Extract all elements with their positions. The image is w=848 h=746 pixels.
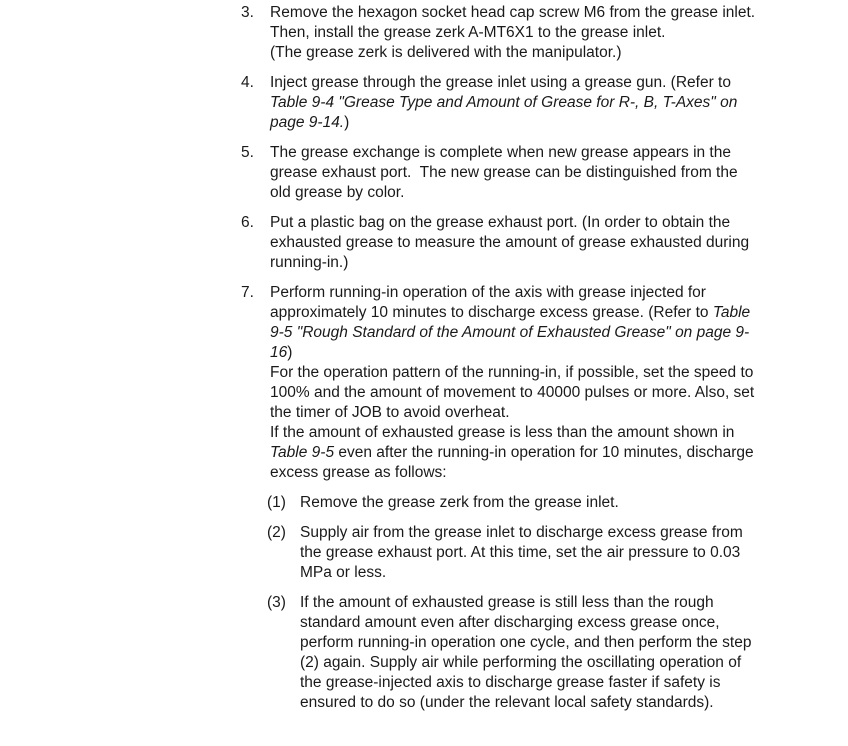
text-line: Put a plastic bag on the grease exhaust port. (In order to obtain the bbox=[270, 214, 731, 231]
text-line: old grease by color. bbox=[270, 184, 405, 201]
step-text bbox=[270, 3, 800, 63]
table-reference[interactable]: Table 9-4 "Grease Type and Amount of Grease for R-, B, T-Axes" on bbox=[270, 94, 738, 111]
text-line: Supply air from the grease inlet to discharge excess grease from bbox=[300, 524, 743, 541]
substep-text bbox=[300, 523, 790, 583]
text-line: Remove the hexagon socket head cap screw M6 from the grease inlet. bbox=[270, 4, 756, 21]
text-line: running-in.) bbox=[270, 254, 349, 271]
text-line: Inject grease through the grease inlet using a grease gun. (Refer to bbox=[270, 74, 731, 91]
text-line: (The grease zerk is delivered with the manipulator.) bbox=[270, 44, 622, 61]
page-reference[interactable]: 16 bbox=[270, 344, 288, 361]
text-line: grease exhaust port. The new grease can be distinguished from the bbox=[270, 164, 738, 181]
text-line: the grease exhaust port. At this time, set the air pressure to 0.03 bbox=[300, 544, 741, 561]
step-text bbox=[270, 283, 800, 483]
table-reference[interactable]: Table bbox=[712, 304, 751, 321]
text-line: Perform running-in operation of the axis with grease injected for bbox=[270, 284, 706, 301]
step-number: 4. bbox=[241, 74, 254, 91]
step-number: 7. bbox=[241, 284, 254, 301]
text-line: page 9-14.) bbox=[270, 114, 350, 131]
text-line: standard amount even after discharging excess grease once, bbox=[300, 614, 720, 631]
text-line: exhausted grease to measure the amount of grease exhausted during bbox=[270, 234, 750, 251]
text-line: If the amount of exhausted grease is still less than the rough bbox=[300, 594, 714, 611]
text-line: The grease exchange is complete when new grease appears in the bbox=[270, 144, 731, 161]
text-line: For the operation pattern of the running-in, if possible, set the speed to bbox=[270, 364, 754, 381]
text-line: the timer of JOB to avoid overheat. bbox=[270, 404, 510, 421]
text-line: the grease-injected axis to discharge grease faster if safety is bbox=[300, 674, 721, 691]
step-number: 3. bbox=[241, 4, 254, 21]
substep-text bbox=[300, 593, 790, 713]
text-line: 100% and the amount of movement to 40000 pulses or more. Also, set bbox=[270, 384, 755, 401]
text-line: ensured to do so (under the relevant local safety standards). bbox=[300, 694, 714, 711]
substep-number: (3) bbox=[267, 594, 286, 611]
text-line: Table 9-5 even after the running-in operation for 10 minutes, discharge bbox=[270, 444, 754, 461]
text-line: excess grease as follows: bbox=[270, 464, 447, 481]
text-line: Remove the grease zerk from the grease inlet. bbox=[300, 494, 619, 511]
text-line: approximately 10 minutes to discharge excess grease. (Refer to Table bbox=[270, 304, 751, 321]
step-text bbox=[270, 73, 800, 133]
text-line: MPa or less. bbox=[300, 564, 387, 581]
substep-text bbox=[300, 493, 790, 513]
substep-number: (1) bbox=[267, 494, 286, 511]
text-line: If the amount of exhausted grease is less than the amount shown in bbox=[270, 424, 735, 441]
step-text bbox=[270, 143, 800, 203]
table-reference[interactable]: 9-5 "Rough Standard of the Amount of Exhausted Grease" on page 9- bbox=[270, 324, 750, 341]
table-reference[interactable]: Table 9-5 bbox=[270, 444, 335, 461]
text-line bbox=[270, 323, 800, 343]
page-reference[interactable]: page 9-14. bbox=[270, 114, 345, 131]
text-line: (2) again. Supply air while performing the oscillating operation of bbox=[300, 654, 742, 671]
step-number: 5. bbox=[241, 144, 254, 161]
step-text bbox=[270, 213, 800, 273]
text-line: 16) bbox=[270, 344, 293, 361]
step-number: 6. bbox=[241, 214, 254, 231]
text-line: perform running-in operation one cycle, and then perform the step bbox=[300, 634, 752, 651]
substep-number: (2) bbox=[267, 524, 286, 541]
text-line: Then, install the grease zerk A-MT6X1 to the grease inlet. bbox=[270, 24, 666, 41]
